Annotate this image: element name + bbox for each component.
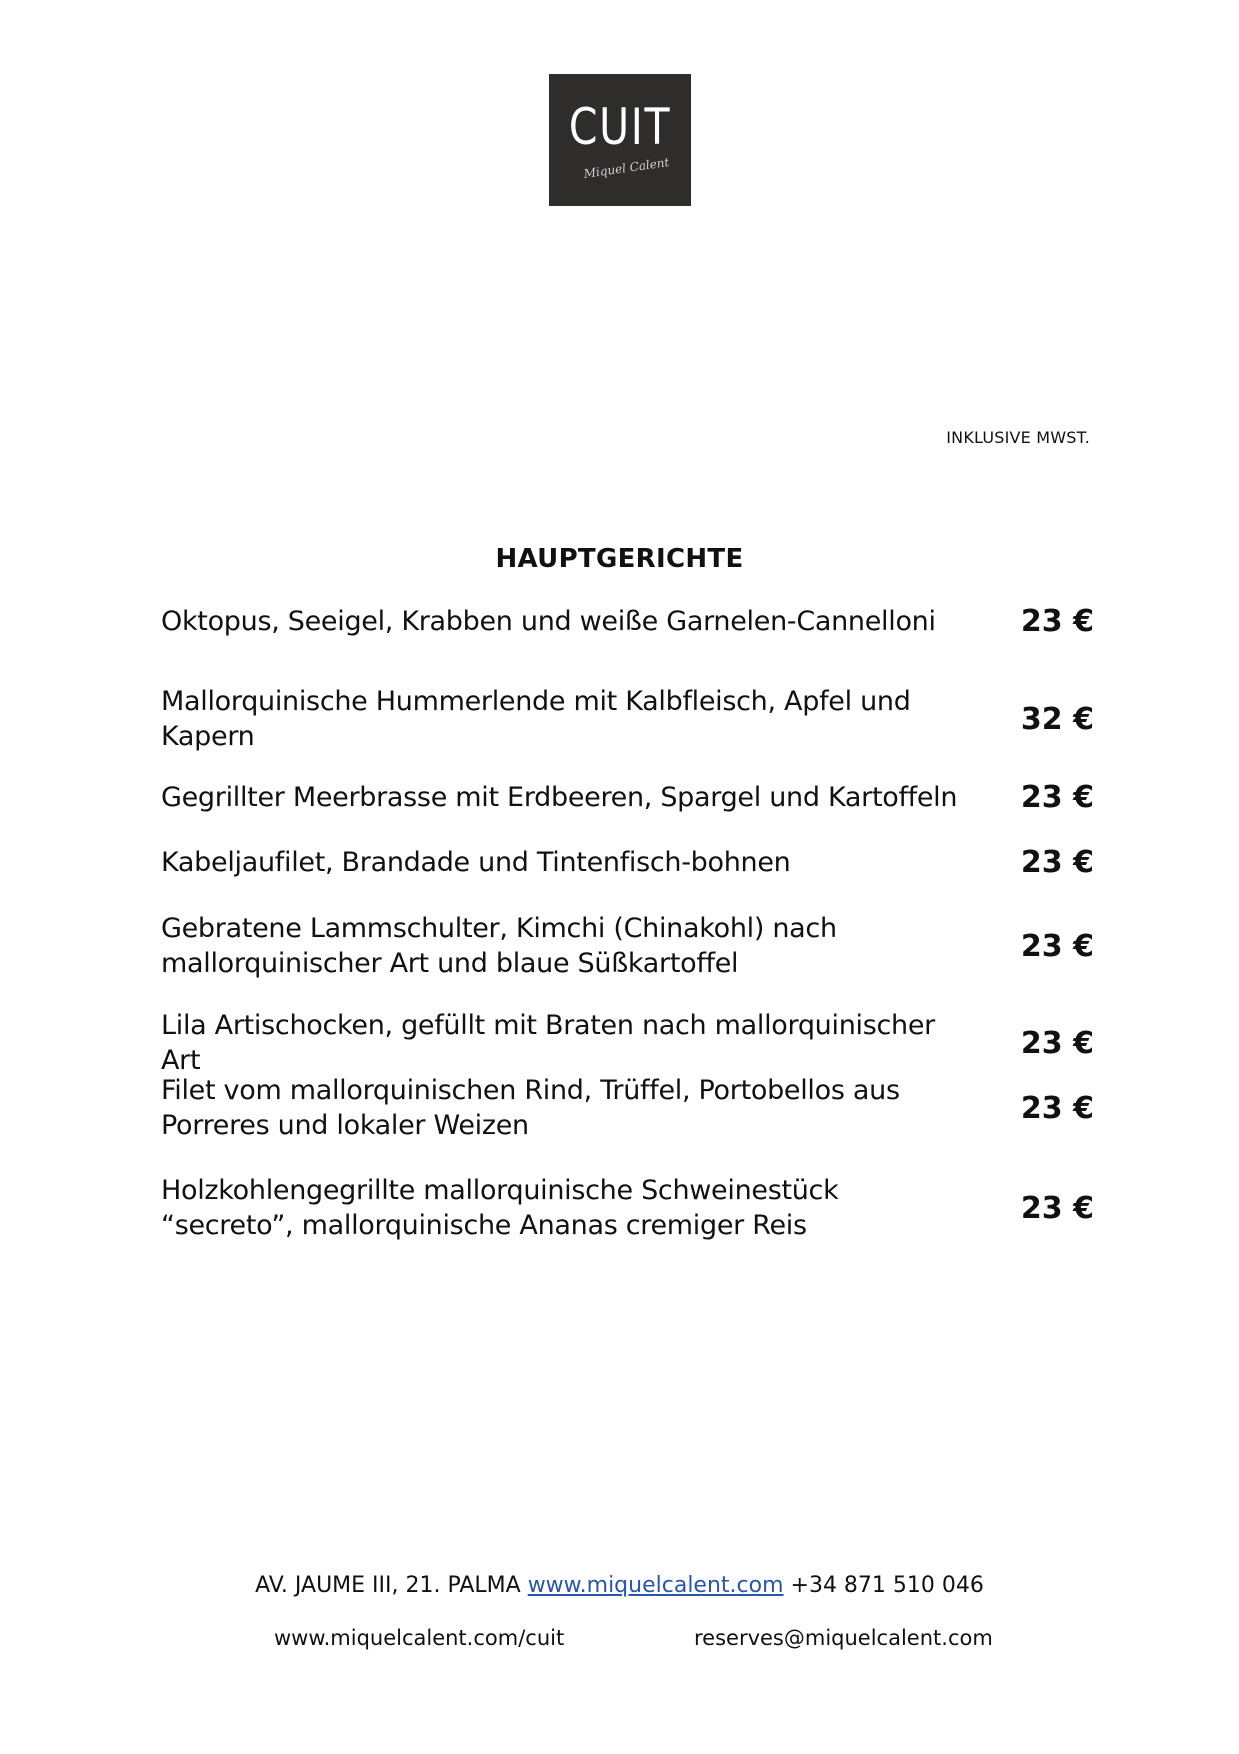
menu-item-price: 32 €: [1020, 701, 1094, 737]
tax-note: INKLUSIVE MWST.: [946, 428, 1090, 447]
menu-item-dish: Lila Artischocken, gefüllt mit Braten nach mallorquinischer Art: [161, 1010, 935, 1076]
menu-item-dish: Filet vom mallorquinischen Rind, Trüffel, Portobellos aus Porreres und lokaler Weizen: [161, 1075, 900, 1141]
menu-item: [161, 845, 1094, 880]
menu-item-price: 23 €: [1020, 780, 1094, 815]
menu-item-price: 23 €: [1020, 1190, 1094, 1226]
menu-item: [161, 911, 1094, 981]
section-title: HAUPTGERICHTE: [495, 544, 744, 574]
footer-email: reserves@miquelcalent.com: [694, 1626, 993, 1650]
menu-item: [161, 1173, 1094, 1243]
menu-item: [161, 780, 1094, 815]
logo-signature: Miquel Calent: [582, 155, 670, 181]
menu-item: [161, 1008, 1094, 1078]
menu-item: [161, 684, 1094, 754]
menu-item-dish: Kabeljaufilet, Brandade und Tintenfisch-bohnen: [161, 847, 791, 878]
menu-item-price: 23 €: [1020, 845, 1094, 880]
menu-item: [161, 1073, 1094, 1143]
footer-website-link[interactable]: www.miquelcalent.com: [527, 1573, 784, 1598]
footer-phone: +34 871 510 046: [790, 1573, 984, 1598]
menu-item-price: 23 €: [1020, 1090, 1094, 1126]
menu-item-price: 23 €: [1020, 604, 1094, 639]
menu-item-price: 23 €: [1020, 1025, 1094, 1061]
footer-address: AV. JAUME III, 21. PALMA: [255, 1573, 521, 1598]
footer-contact-line: [0, 1573, 1239, 1598]
menu-item-dish: Gebratene Lammschulter, Kimchi (Chinakohl) nach mallorquinischer Art und blaue Süßkartoffel: [161, 913, 837, 979]
menu-item-dish: Oktopus, Seeigel, Krabben und weiße Garnelen-Cannelloni: [161, 606, 936, 637]
cuit-logo: [549, 74, 691, 206]
menu-item-price: 23 €: [1020, 928, 1094, 964]
footer-cuit-website: www.miquelcalent.com/cuit: [274, 1626, 565, 1650]
menu-item-dish: Holzkohlengegrillte mallorquinische Schweinestück “secreto”, mallorquinische Ananas cremiger Reis: [161, 1175, 839, 1241]
logo-wordmark: CUIT: [568, 98, 672, 156]
menu-item-dish: Gegrillter Meerbrasse mit Erdbeeren, Spargel und Kartoffeln: [161, 782, 958, 813]
menu-item: [161, 604, 1094, 639]
menu-item-dish: Mallorquinische Hummerlende mit Kalbfleisch, Apfel und Kapern: [161, 686, 911, 752]
